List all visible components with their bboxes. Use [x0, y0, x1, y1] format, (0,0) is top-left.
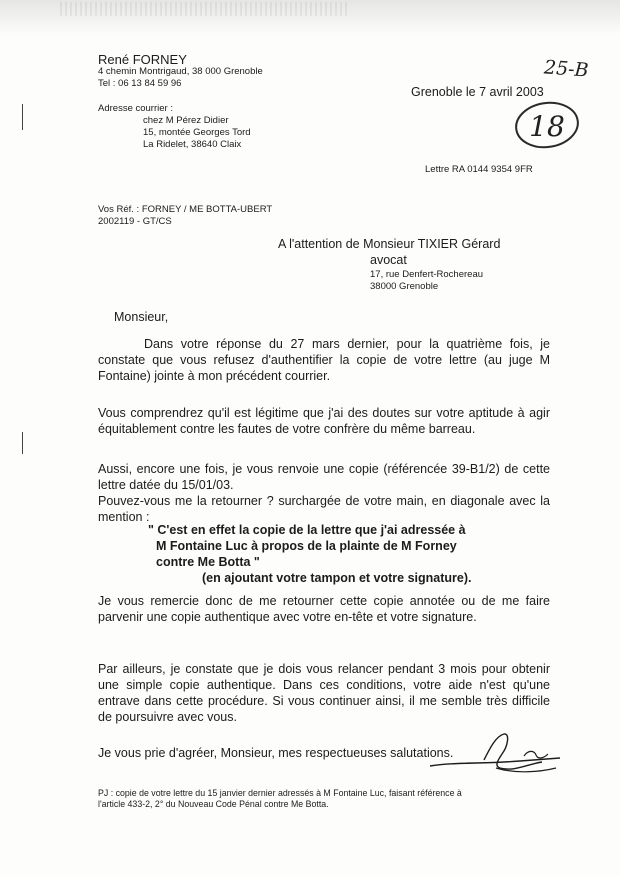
quote-line-1: " C'est en effet la copie de la lettre que j'ai adressée à — [148, 523, 466, 537]
recipient-line-1: A l'attention de Monsieur TIXIER Gérard — [278, 237, 501, 251]
scan-noise — [60, 2, 350, 16]
recipient-line-3: 17, rue Denfert-Rochereau — [370, 269, 484, 280]
recipient-line-2: avocat — [370, 253, 407, 267]
signature-stroke-4 — [524, 751, 548, 758]
reference-line-1: Vos Réf. : FORNEY / ME BOTTA-UBERT — [98, 204, 273, 215]
ps-line-1: PJ : copie de votre lettre du 15 janvier dernier adressés à M Fontaine Luc, faisant référence à — [98, 788, 462, 798]
sender-address: 4 chemin Montrigaud, 38 000 Grenoble — [98, 66, 263, 77]
postal-line-1: chez M Pérez Didier — [143, 115, 229, 126]
circled-number — [512, 98, 582, 152]
circled-number-text: 18 — [529, 110, 565, 143]
sender-tel: Tel : 06 13 84 59 96 — [98, 78, 182, 89]
handwritten-reference: 25-B — [543, 56, 590, 82]
margin-mark-top — [22, 104, 23, 130]
recipient-line-4: 38000 Grenoble — [370, 281, 439, 292]
postal-line-2: 15, montée Georges Tord — [143, 127, 251, 138]
margin-mark-bottom — [22, 432, 23, 454]
ps-line-2: l'article 433-2, 2° du Nouveau Code Pénal contre Me Botta. — [98, 799, 329, 809]
paragraph-3a: Aussi, encore une fois, je vous renvoie une copie (référencée 39-B1/2) de cette lettre datée du 15/01/03. — [98, 462, 550, 492]
paragraph-3b: Pouvez-vous me la retourner ? surchargée de votre main, en diagonale avec la mention : — [98, 494, 550, 524]
paragraph-1: Dans votre réponse du 27 mars dernier, pour la quatrième fois, je constate que vous refusez d'authentifier la copie de votre lettre (au juge M Fontaine) jointe à mon précédent courrier. — [98, 337, 550, 383]
date-line: Grenoble le 7 avril 2003 — [411, 85, 544, 99]
paragraph-5: Par ailleurs, je constate que je dois vous relancer pendant 3 mois pour obtenir une simple copie authentique. Dans ces conditions, votre aide n'est qu'une entrave dans cette procédure. Si vous continuer ainsi, il me semble très difficile de poursuivre avec vous. — [98, 662, 550, 724]
quote-line-2: M Fontaine Luc à propos de la plainte de M Forney — [156, 539, 457, 553]
lettre-ra: Lettre RA 0144 9354 9FR — [425, 164, 533, 175]
quote-line-3: contre Me Botta " — [156, 555, 260, 569]
postal-label: Adresse courrier : — [98, 103, 173, 114]
paragraph-2: Vous comprendrez qu'il est légitime que j'ai des doutes sur votre aptitude à agir équitablement contre les fautes de votre confrère du même barreau. — [98, 406, 550, 436]
closing-line: Je vous prie d'agréer, Monsieur, mes respectueuses salutations. — [98, 746, 454, 760]
quote-line-4: (en ajoutant votre tampon et votre signature). — [202, 571, 472, 585]
sender-name: René FORNEY — [98, 52, 187, 67]
postal-line-3: La Ridelet, 38640 Claix — [143, 139, 242, 150]
paragraph-4: Je vous remercie donc de me retourner cette copie annotée ou de me faire parvenir une copie authentique avec votre en-tête et votre signature. — [98, 594, 550, 624]
signature — [424, 728, 564, 778]
reference-line-2: 2002119 - GT/CS — [98, 216, 172, 227]
salutation: Monsieur, — [114, 310, 169, 324]
